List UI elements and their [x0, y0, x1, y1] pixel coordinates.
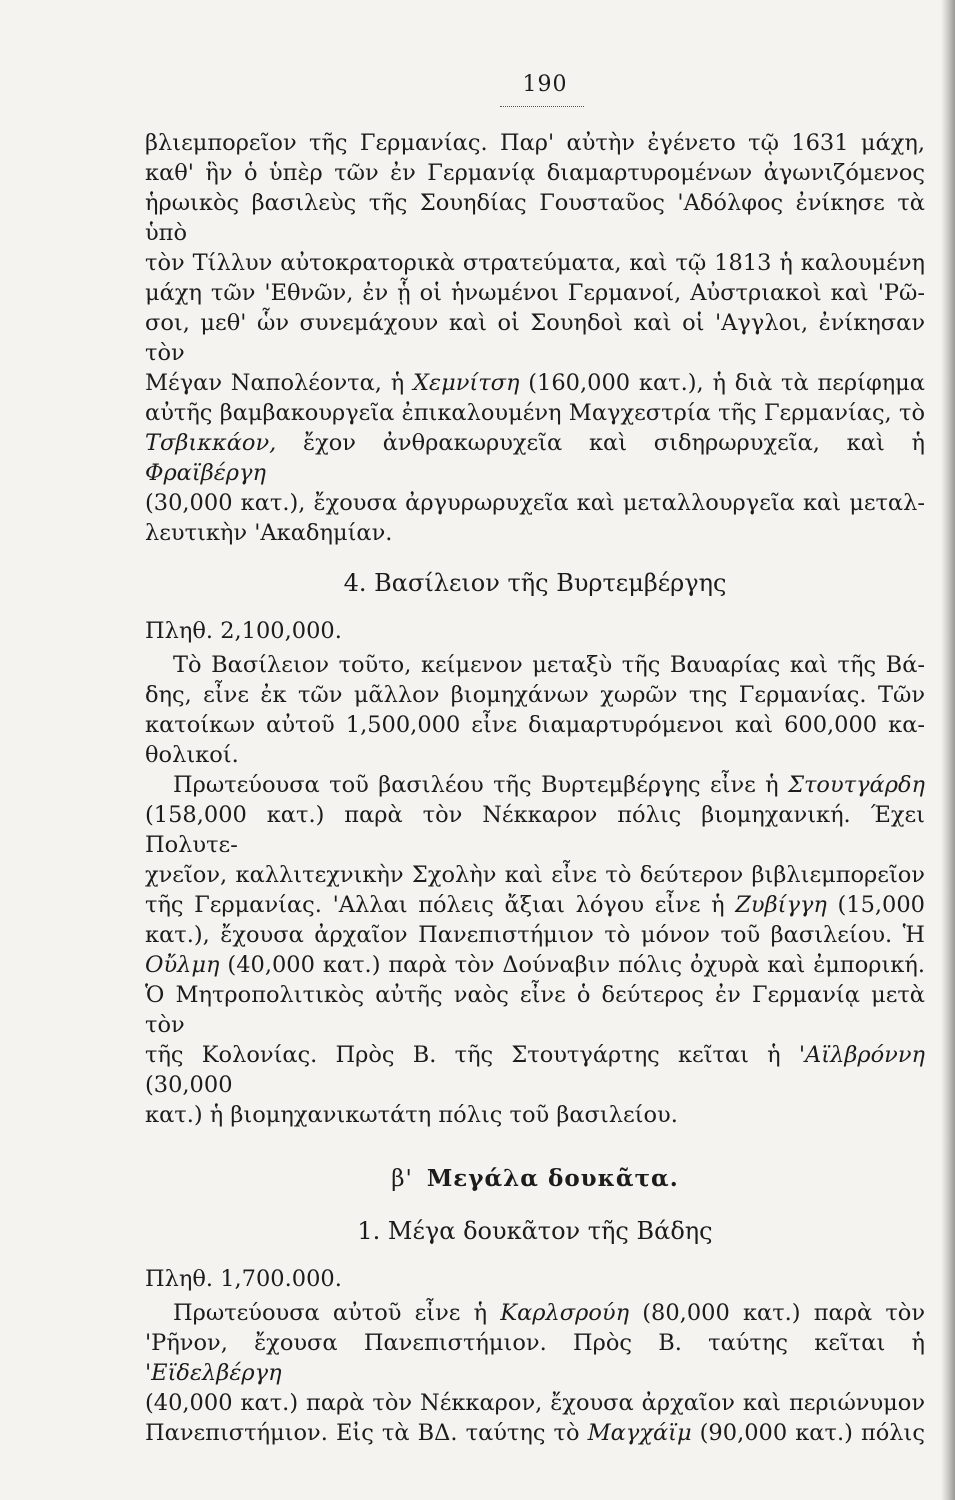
text-line: τῆς Κολονίας. Πρὸς Β. τῆς Στουτγάρτης κεῖται ἡ 'Αϊλβρόννη (30,000 — [145, 1042, 925, 1098]
section-number: β' — [391, 1166, 413, 1192]
section-title: Μεγάλα δουκᾶτα. — [426, 1165, 679, 1192]
place-name-mannheim: Μαγχάϊμ — [587, 1420, 692, 1446]
text-line: χνεῖον, καλλιτεχνικὴν Σχολὴν καὶ εἶνε τὸ δεύτερον βιβλιεμπορεῖον — [145, 862, 925, 888]
section-heading-grand-duchies — [145, 1164, 925, 1194]
page-number: 190 — [522, 72, 568, 97]
paragraph-wurttemberg — [145, 650, 925, 770]
place-name-ulm: Οὔλμη — [145, 952, 220, 978]
place-name-heilbronn: 'Αϊλβρόννη — [798, 1042, 925, 1068]
text-line: Πανεπιστήμιον. Εἰς τὰ ΒΔ. ταύτης τὸ Μαγχάϊμ (90,000 κατ.) πόλις — [145, 1420, 925, 1446]
text-line: Μέγαν Ναπολέοντα, ἡ Χεμνίτση (160,000 κατ.), ἡ διὰ τὰ περίφημα — [145, 370, 925, 396]
paragraph-leipzig — [145, 128, 925, 548]
page-edge-shadow — [941, 0, 955, 1500]
place-name-heidelberg: 'Εϊδελβέργη — [145, 1360, 282, 1386]
place-name-karlsruhe: Καρλσρούη — [500, 1300, 630, 1326]
text-line: (30,000 κατ.), ἔχουσα ἀργυρωρυχεῖα καὶ μεταλλουργεῖα καὶ μεταλ- — [145, 490, 925, 516]
text-line: τὸν Τίλλυν αὐτοκρατορικὰ στρατεύματα, καὶ τῷ 1813 ἡ καλουμένη — [145, 250, 925, 276]
place-name-tubingen: Ζυβίγγη — [735, 892, 827, 918]
text-line: κατ.), ἔχουσα ἀρχαῖον Πανεπιστήμιον τὸ μόνον τοῦ βασιλείου. Ἡ — [145, 922, 925, 948]
text-line: Οὔλμη (40,000 κατ.) παρὰ τὸν Δούναβιν πόλις ὀχυρὰ καὶ ἐμπορική. — [145, 952, 925, 978]
text-line: (40,000 κατ.) παρὰ τὸν Νέκκαρον, ἔχουσα ἀρχαῖον καὶ περιώνυμον — [145, 1390, 925, 1416]
population-wurttemberg: Πληθ. 2,100,000. — [145, 618, 342, 644]
text-line: ἡρωικὸς βασιλεὺς τῆς Σουηδίας Γουσταῦος 'Αδόλφος ἐνίκησε τὰ ὑπὸ — [145, 190, 925, 246]
text-line: σοι, μεθ' ὧν συνεμάχουν καὶ οἱ Σουηδοὶ καὶ οἱ 'Αγγλοι, ἐνίκησαν τὸν — [145, 310, 925, 366]
text-line: θολικοί. — [145, 742, 239, 768]
text-line: κατ.) ἡ βιομηχανικωτάτη πόλις τοῦ βασιλείου. — [145, 1102, 678, 1128]
text-line: καθ' ἣν ὁ ὑπὲρ τῶν ἐν Γερμανίᾳ διαμαρτυρομένων ἀγωνιζόμενος — [145, 160, 925, 186]
text-line: 'Ρῆνον, ἔχουσα Πανεπιστήμιον. Πρὸς Β. ταύτης κεῖται ἡ 'Εϊδελβέργη — [145, 1330, 925, 1386]
place-name-zwickau: Τσβικκάον, — [145, 430, 277, 456]
text-line: βλιεμπορεῖον τῆς Γερμανίας. Παρ' αὐτὴν ἐγένετο τῷ 1631 μάχη, — [145, 130, 925, 156]
text-line: Τὸ Βασίλειον τοῦτο, κείμενον μεταξὺ τῆς Βαυαρίας καὶ τῆς Βά- — [173, 652, 925, 678]
place-name-chemnitz: Χεμνίτση — [412, 370, 520, 396]
text-line: τῆς Γερμανίας. 'Αλλαι πόλεις ἄξιαι λόγου εἶνε ἡ Ζυβίγγη (15,000 — [145, 892, 925, 918]
text-line: Πρωτεύουσα τοῦ βασιλέου τῆς Βυρτεμβέργης εἶνε ἡ Στουτγάρδη — [173, 772, 925, 798]
text-line: Ὁ Μητροπολιτικὸς αὐτῆς ναὸς εἶνε ὁ δεύτερος ἐν Γερμανίᾳ μετὰ τὸν — [145, 982, 925, 1038]
heading-wurttemberg: 4. Βασίλειον τῆς Βυρτεμβέργης — [343, 569, 727, 597]
place-name-freiberg: Φραϊβέργη — [145, 460, 266, 486]
heading-baden: 1. Μέγα δουκᾶτον τῆς Βάδης — [357, 1217, 713, 1245]
page-number-rule — [500, 106, 584, 107]
text-line: μάχη τῶν 'Εθνῶν, ἐν ᾗ οἱ ἡνωμένοι Γερμανοί, Αὐστριακοὶ καὶ 'Ρῶ- — [145, 280, 925, 306]
paragraph-karlsruhe — [145, 1298, 925, 1448]
place-name-stuttgart: Στουτγάρδη — [788, 772, 925, 798]
text-line: αὐτῆς βαμβακουργεῖα ἐπικαλουμένη Μαγχεστρία τῆς Γερμανίας, τὸ — [145, 400, 925, 426]
text-line: λευτικὴν 'Ακαδημίαν. — [145, 520, 393, 546]
text-line: κατοίκων αὐτοῦ 1,500,000 εἶνε διαμαρτυρόμενοι καὶ 600,000 κα- — [145, 712, 925, 738]
text-line: Τσβικκάον, ἔχον ἀνθρακωρυχεῖα καὶ σιδηρωρυχεῖα, καὶ ἡ Φραϊβέργη — [145, 430, 925, 486]
text-line: Πρωτεύουσα αὐτοῦ εἶνε ἡ Καρλσρούη (80,000 κατ.) παρὰ τὸν — [173, 1300, 926, 1326]
text-line: (158,000 κατ.) παρὰ τὸν Νέκκαρον πόλις βιομηχανική. Έχει Πολυτε- — [145, 802, 925, 858]
body-text — [145, 128, 925, 1448]
text-line: δης, εἶνε ἐκ τῶν μᾶλλον βιομηχάνων χωρῶν της Γερμανίας. Τῶν — [145, 682, 925, 708]
population-baden: Πληθ. 1,700.000. — [145, 1266, 342, 1292]
paragraph-stuttgart — [145, 770, 925, 1130]
